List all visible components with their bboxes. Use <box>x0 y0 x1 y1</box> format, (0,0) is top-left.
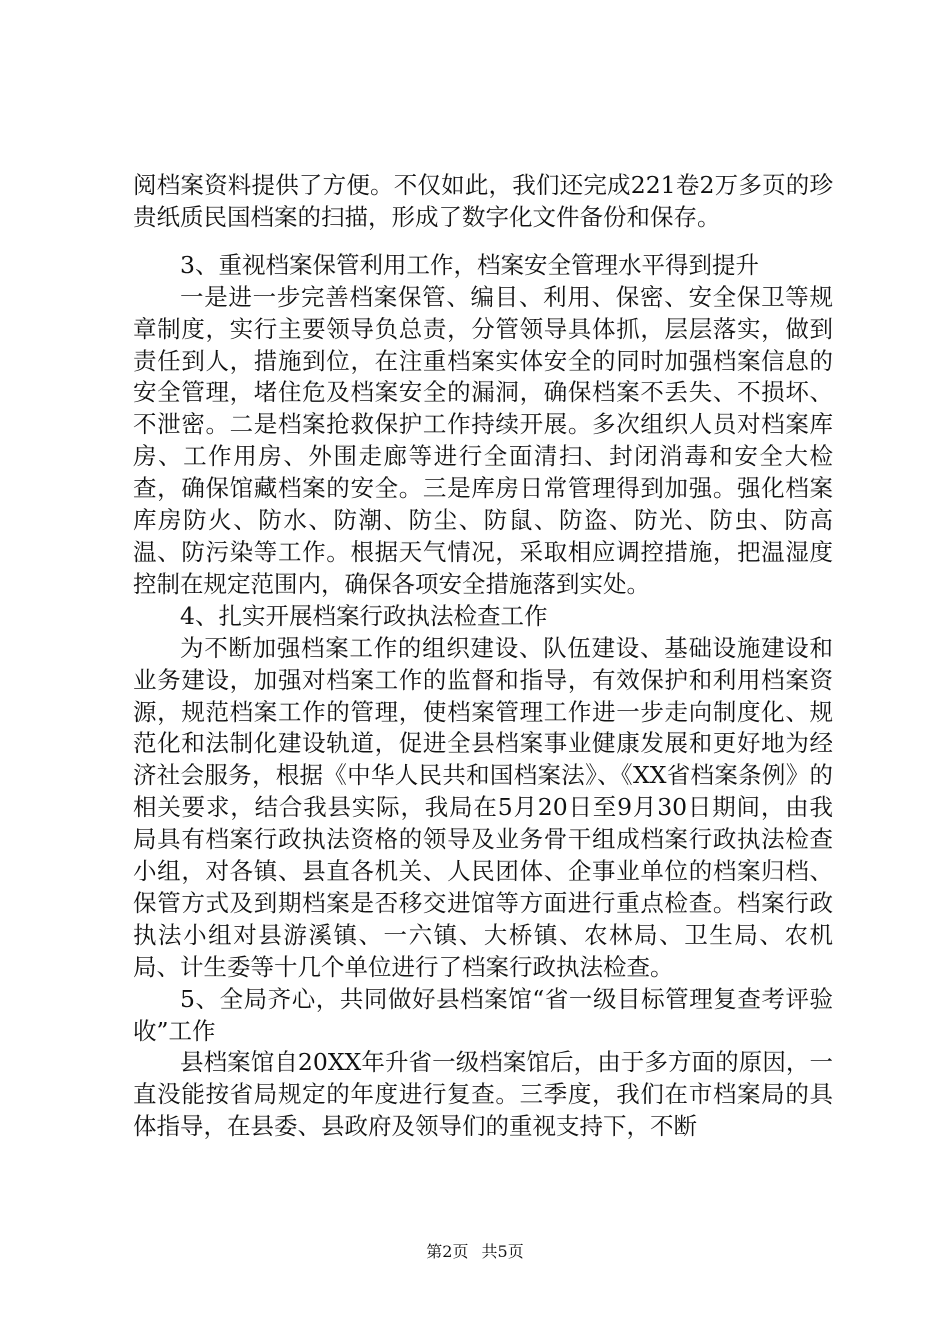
page-number: 第2页 <box>426 1242 469 1261</box>
paragraph: 3、重视档案保管利用工作，档案安全管理水平得到提升 <box>180 250 759 279</box>
paragraph: 5、全局齐心，共同做好县档案馆“省一级目标管理复查考评验收”工作 <box>133 984 833 1045</box>
paragraph: 为不断加强档案工作的组织建设、队伍建设、基础设施建设和业务建设，加强对档案工作的监督和指导，有效保护和利用档案资源，规范档案工作的管理，使档案管理工作进一步走向制度化、规范化和法制化建设轨道，促进全县档案事业健康发展和更好地为经济社会服务，根据《中华人民共和国档案法》、《XX省档案条例》的相关要求，结合我县实际，我局在5月20日至9月30日期间，由我局具有档案行政执法资格的领导及业务骨干组成档案行政执法检查小组，对各镇、县直各机关、人民团体、企事业单位的档案归档、保管方式及到期档案是否移交进馆等方面进行重点检查。档案行政执法小组对县游溪镇、一六镇、大桥镇、农林局、卫生局、农机局、计生委等十几个单位进行了档案行政执法检查。 <box>133 633 833 981</box>
paragraph: 一是进一步完善档案保管、编目、利用、保密、安全保卫等规章制度，实行主要领导负总责，分管领导具体抓，层层落实，做到责任到人，措施到位，在注重档案实体安全的同时加强档案信息的安全管理，堵住危及档案安全的漏洞，确保档案不丢失、不损坏、不泄密。二是档案抢救保护工作持续开展。多次组织人员对档案库房、工作用房、外围走廊等进行全面清扫、封闭消毒和安全大检查，确保馆藏档案的安全。三是库房日常管理得到加强。强化档案库房防火、防水、防潮、防尘、防鼠、防盗、防光、防虫、防高温、防污染等工作。根据天气情况，采取相应调控措施，把温湿度控制在规定范围内，确保各项安全措施落到实处。 <box>133 282 833 598</box>
paragraph: 县档案馆自20XX年升省一级档案馆后，由于多方面的原因，一直没能按省局规定的年度进行复查。三季度，我们在市档案局的具体指导，在县委、县政府及领导们的重视支持下，不断 <box>133 1048 833 1141</box>
document-body <box>133 170 833 1143</box>
paragraph: 阅档案资料提供了方便。不仅如此，我们还完成221卷2万多页的珍贵纸质民国档案的扫描，形成了数字化文件备份和保存。 <box>133 171 833 231</box>
page-footer <box>0 1242 950 1262</box>
page-total: 共5页 <box>481 1242 524 1261</box>
paragraph: 4、扎实开展档案行政执法检查工作 <box>180 601 548 630</box>
